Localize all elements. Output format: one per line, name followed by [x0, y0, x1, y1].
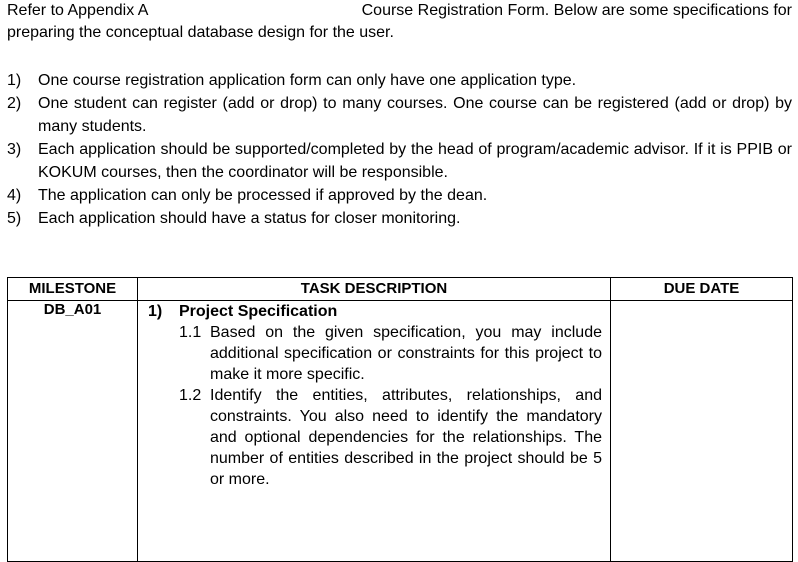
specification-list: [7, 69, 792, 230]
spec-number: 5): [7, 210, 22, 227]
intro-line-2: preparing the conceptual database design for the user.: [7, 24, 394, 41]
spec-number: 4): [7, 187, 22, 204]
spec-item: [7, 184, 792, 207]
intro-line-1: [7, 0, 792, 22]
spec-number: 3): [7, 141, 22, 158]
due-date-header: DUE DATE: [611, 278, 793, 301]
milestone-header: MILESTONE: [8, 278, 138, 301]
subtask-item: [138, 385, 610, 490]
spec-text: One student can register (add or drop) to many courses. One course can be registered (add or drop) by many students.: [38, 95, 792, 135]
spec-item: [7, 207, 792, 230]
spec-item: [7, 69, 792, 92]
milestone-cell: DB_A01: [8, 301, 138, 562]
spec-text: Each application should have a status for closer monitoring.: [38, 210, 461, 227]
spec-number: 1): [7, 72, 22, 89]
spec-text: Each application should be supported/completed by the head of program/academic advisor. If it is PPIB or KOKUM courses, then the coordinator will be responsible.: [38, 141, 792, 181]
task-title: Project Specification: [179, 303, 338, 320]
appendix-reference: Refer to Appendix A: [7, 2, 149, 19]
milestone-table: [7, 277, 793, 562]
spec-text: The application can only be processed if approved by the dean.: [38, 187, 488, 204]
due-date-cell: [611, 301, 793, 562]
spec-text: One course registration application form can only have one application type.: [38, 72, 577, 89]
table-header-row: [8, 278, 793, 301]
subtask-number: 1.1: [179, 324, 202, 341]
subtask-text: Based on the given specification, you may include additional specification or constraints for this project to make it more specific.: [210, 324, 602, 383]
task-number: 1): [148, 303, 163, 320]
subtask-item: [138, 322, 610, 385]
task-description-cell: [138, 301, 611, 562]
table-row: [8, 301, 793, 562]
intro-text-right: Course Registration Form. Below are some specifications for: [361, 2, 792, 19]
subtask-text: Identify the entities, attributes, relationships, and constraints. You also need to identify the mandatory and optional dependencies for the relationships. The number of entities described in the project should be 5 or more.: [210, 387, 602, 488]
task-heading: [138, 301, 610, 322]
intro-paragraph: [7, 0, 792, 44]
spec-item: [7, 138, 792, 184]
spec-number: 2): [7, 95, 22, 112]
spec-item: [7, 92, 792, 138]
subtask-number: 1.2: [179, 387, 202, 404]
task-description-header: TASK DESCRIPTION: [138, 278, 611, 301]
